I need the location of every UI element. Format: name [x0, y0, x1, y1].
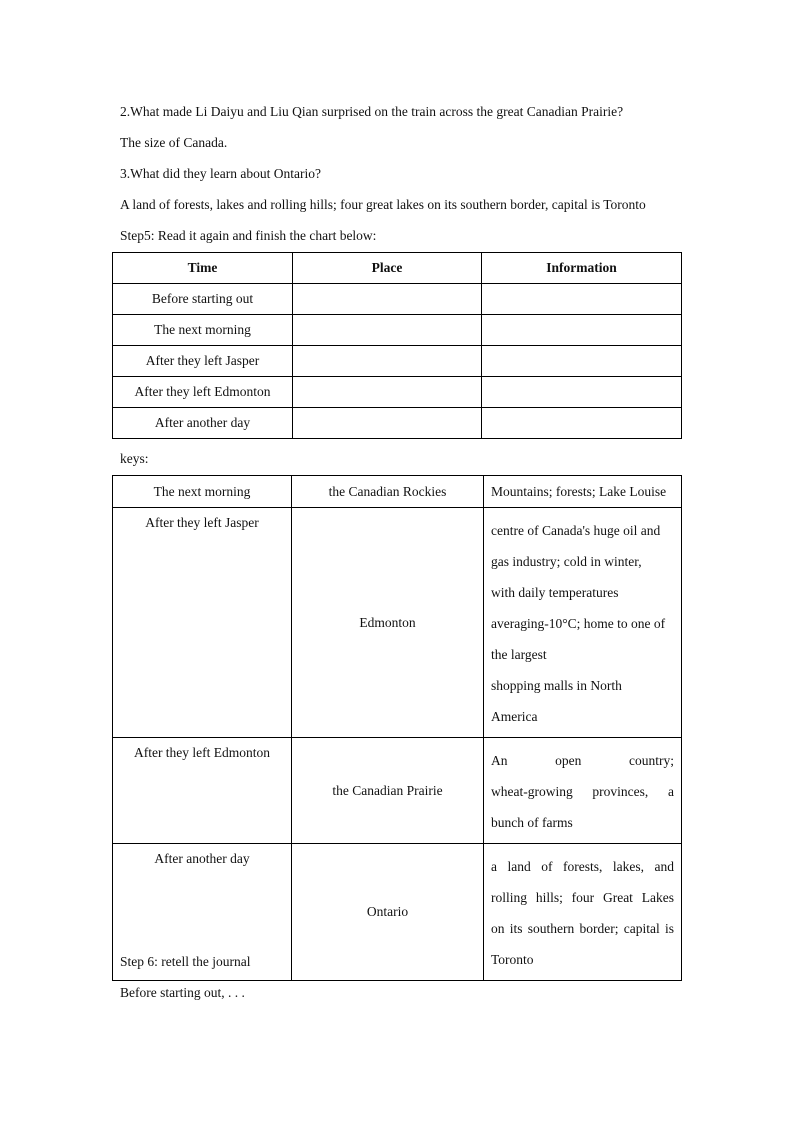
- table-row: [113, 738, 682, 844]
- info-line: centre of Canada's huge oil and: [491, 523, 661, 538]
- info-line: rolling hills; four Great Lakes: [491, 890, 674, 905]
- cell-time: Before starting out: [113, 284, 293, 315]
- key-information: [484, 738, 682, 844]
- cell-information[interactable]: [482, 408, 682, 439]
- question-2: 2.What made Li Daiyu and Liu Qian surprised on the train across the great Canadian Prairie?: [120, 104, 624, 119]
- table-row: [113, 508, 682, 738]
- info-line: gas industry; cold in winter,: [491, 554, 642, 569]
- cell-place[interactable]: [293, 346, 482, 377]
- info-line: averaging-10°C; home to one of: [491, 616, 666, 631]
- cell-place[interactable]: [293, 377, 482, 408]
- table-row: [113, 346, 682, 377]
- cell-information[interactable]: [482, 377, 682, 408]
- question-3: 3.What did they learn about Ontario?: [120, 166, 321, 181]
- cell-time: The next morning: [113, 315, 293, 346]
- key-time: After another day: [113, 844, 292, 981]
- header-information: Information: [482, 253, 682, 284]
- key-time: After they left Edmonton: [113, 738, 292, 844]
- cell-information[interactable]: [482, 284, 682, 315]
- chart-header-row: [113, 253, 682, 284]
- key-place: the Canadian Rockies: [292, 476, 484, 508]
- cell-place[interactable]: [293, 284, 482, 315]
- cell-time: After another day: [113, 408, 293, 439]
- info-line: America: [491, 709, 538, 724]
- info-line: An open country;: [491, 753, 674, 768]
- table-row: [113, 408, 682, 439]
- info-line: with daily temperatures: [491, 585, 619, 600]
- key-place: the Canadian Prairie: [292, 738, 484, 844]
- cell-information[interactable]: [482, 315, 682, 346]
- info-line: Toronto: [491, 952, 534, 967]
- info-line: wheat-growing provinces, a: [491, 784, 674, 799]
- answer-3: A land of forests, lakes and rolling hills; four great lakes on its southern border, capital is Toronto: [120, 197, 646, 212]
- cell-time: After they left Edmonton: [113, 377, 293, 408]
- key-place: Ontario: [292, 844, 484, 981]
- key-information: Mountains; forests; Lake Louise: [484, 476, 682, 508]
- info-line: the largest: [491, 647, 547, 662]
- key-information: [484, 844, 682, 981]
- info-line: shopping malls in North: [491, 678, 622, 693]
- cell-place[interactable]: [293, 408, 482, 439]
- chart-table: [112, 252, 682, 439]
- header-place: Place: [293, 253, 482, 284]
- retell-start: Before starting out, . . .: [120, 985, 245, 1000]
- info-line: on its southern border; capital is: [491, 921, 674, 936]
- table-row: [113, 315, 682, 346]
- table-row: [113, 476, 682, 508]
- key-place: Edmonton: [292, 508, 484, 738]
- header-time: Time: [113, 253, 293, 284]
- key-time: After they left Jasper: [113, 508, 292, 738]
- info-line: a land of forests, lakes, and: [491, 859, 674, 874]
- step6-instruction: Step 6: retell the journal: [120, 954, 251, 969]
- cell-time: After they left Jasper: [113, 346, 293, 377]
- step5-instruction: Step5: Read it again and finish the chart below:: [120, 228, 377, 243]
- table-row: [113, 377, 682, 408]
- keys-label: keys:: [120, 451, 149, 466]
- key-time: The next morning: [113, 476, 292, 508]
- cell-information[interactable]: [482, 346, 682, 377]
- keys-table: [112, 475, 682, 981]
- table-row: [113, 284, 682, 315]
- key-information: [484, 508, 682, 738]
- info-line: bunch of farms: [491, 815, 573, 830]
- cell-place[interactable]: [293, 315, 482, 346]
- answer-2: The size of Canada.: [120, 135, 228, 150]
